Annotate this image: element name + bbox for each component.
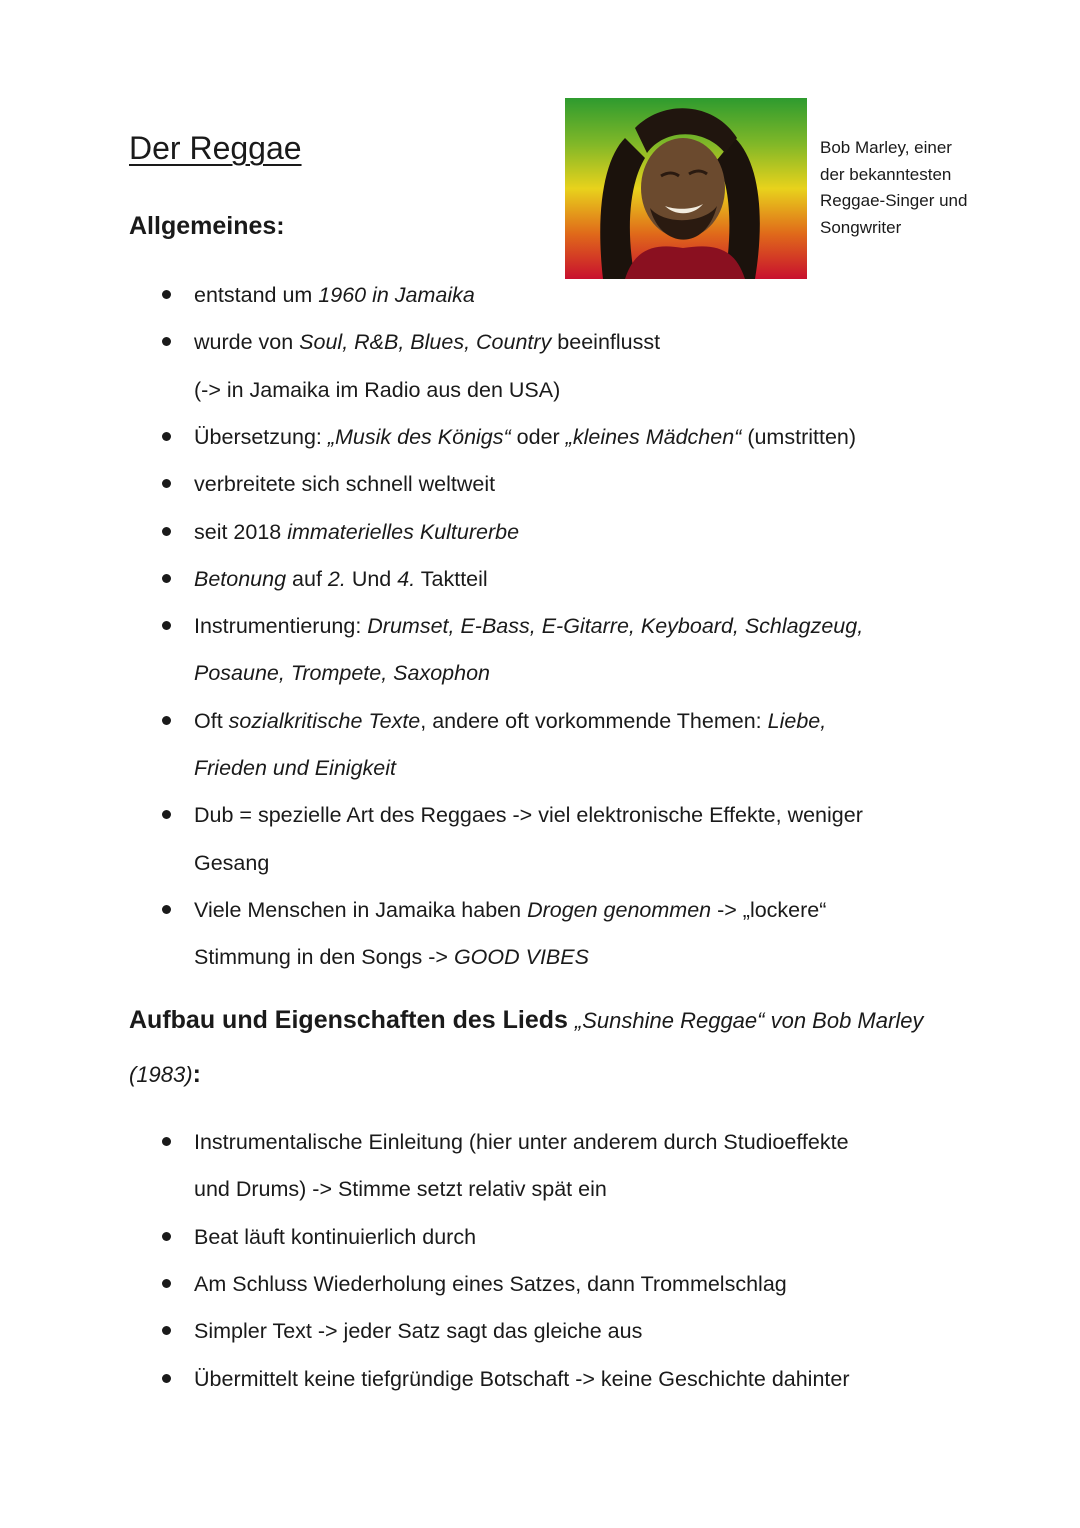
text-span: wurde von bbox=[194, 330, 300, 355]
heading-bold-text: Aufbau und Eigenschaften des Lieds bbox=[129, 1006, 568, 1034]
text-span: (umstritten) bbox=[741, 424, 857, 449]
bullet-dot bbox=[162, 1279, 171, 1288]
emphasis-text: Frieden und Einigkeit bbox=[194, 756, 396, 780]
text-span: Und bbox=[345, 566, 398, 591]
list-item-line bbox=[194, 422, 856, 452]
text-span: Dub = spezielle Art des Reggaes -> viel elektronische Effekte, weniger bbox=[194, 803, 863, 828]
photo-caption bbox=[820, 135, 1020, 241]
emphasis-text: Drogen genommen bbox=[527, 897, 712, 922]
text-span: entstand um bbox=[194, 283, 319, 307]
emphasis-text: Soul, R&B, Blues, Country bbox=[299, 330, 552, 355]
list-item-line bbox=[194, 1364, 850, 1394]
list-item-line bbox=[194, 706, 826, 736]
text-span: Stimmung in den Songs -> bbox=[194, 945, 454, 970]
emphasis-text: Posaune, Trompete, Saxophon bbox=[194, 661, 491, 686]
emphasis-text: Liebe, bbox=[767, 708, 827, 733]
list-item-line bbox=[194, 942, 589, 972]
text-span: Instrumentalische Einleitung (hier unter anderem durch Studioeffekte bbox=[194, 1130, 849, 1154]
list-item-line bbox=[194, 658, 490, 688]
text-span: Übersetzung: bbox=[194, 424, 328, 449]
bullet-dot bbox=[162, 716, 171, 725]
text-span: Taktteil bbox=[415, 566, 488, 591]
bullet-dot bbox=[162, 527, 171, 536]
text-span: Viele Menschen in Jamaika haben bbox=[194, 897, 528, 922]
text-span: Am Schluss Wiederholung eines Satzes, dann Trommelschlag bbox=[194, 1271, 787, 1296]
list-item-line bbox=[194, 469, 495, 499]
text-span: Instrumentierung: bbox=[194, 614, 368, 639]
caption-line: Reggae-Singer und bbox=[820, 191, 968, 210]
heading-colon: : bbox=[192, 1060, 201, 1088]
text-span: und Drums) -> Stimme setzt relativ spät ein bbox=[194, 1177, 607, 1202]
list-item-line bbox=[194, 1222, 476, 1252]
text-span: auf bbox=[286, 566, 328, 591]
bullet-dot bbox=[162, 621, 171, 630]
emphasis-text: GOOD VIBES bbox=[453, 945, 589, 970]
emphasis-text: Drumset, E-Bass, E-Gitarre, Keyboard, Schlagzeug, bbox=[367, 614, 864, 639]
text-span: seit 2018 bbox=[194, 519, 288, 544]
text-span: Gesang bbox=[194, 850, 270, 875]
list-item-line bbox=[194, 327, 660, 357]
list-item-line bbox=[194, 517, 519, 547]
list-item-line bbox=[194, 611, 863, 641]
bullet-dot bbox=[162, 810, 171, 819]
emphasis-text: „kleines Mädchen“ bbox=[565, 424, 742, 449]
page-title: Der Reggae bbox=[129, 130, 302, 166]
list-item-line bbox=[194, 1269, 787, 1299]
bullet-dot bbox=[162, 905, 171, 914]
text-span: Oft bbox=[194, 708, 229, 733]
list-item-line bbox=[194, 1174, 607, 1204]
bullet-dot bbox=[162, 1137, 171, 1146]
emphasis-text: Betonung bbox=[194, 566, 287, 591]
list-item-line bbox=[194, 280, 475, 310]
text-span: -> „lockere“ bbox=[711, 897, 827, 922]
caption-line: Bob Marley, einer bbox=[820, 138, 952, 157]
bob-marley-photo bbox=[565, 98, 807, 279]
text-span: oder bbox=[510, 424, 566, 449]
list-item-line bbox=[194, 1316, 642, 1346]
text-span: verbreitete sich schnell weltweit bbox=[194, 472, 496, 497]
text-span: beeinflusst bbox=[551, 330, 661, 355]
bullet-dot bbox=[162, 432, 171, 441]
section-heading-allgemeines: Allgemeines: bbox=[129, 212, 285, 240]
emphasis-text: immaterielles Kulturerbe bbox=[287, 519, 520, 544]
text-span: , andere oft vorkommende Themen: bbox=[420, 708, 768, 733]
section-heading-aufbau-line2 bbox=[129, 1060, 201, 1089]
list-item-line bbox=[194, 1127, 849, 1157]
bullet-dot bbox=[162, 1326, 171, 1335]
caption-line: Songwriter bbox=[820, 217, 902, 237]
emphasis-text: „Musik des Königs“ bbox=[327, 424, 511, 449]
text-span: Beat läuft kontinuierlich durch bbox=[194, 1224, 477, 1249]
bullet-dot bbox=[162, 337, 171, 346]
bullet-dot bbox=[162, 290, 171, 299]
list-item-line bbox=[194, 800, 863, 830]
bullet-dot bbox=[162, 479, 171, 488]
emphasis-text: 1960 in Jamaika bbox=[318, 283, 475, 307]
list-item-line bbox=[194, 375, 560, 405]
list-item-line bbox=[194, 848, 269, 878]
emphasis-text: 4. bbox=[397, 566, 416, 591]
list-item-line bbox=[194, 753, 396, 783]
song-year: (1983) bbox=[129, 1062, 193, 1087]
emphasis-text: sozialkritische Texte bbox=[228, 708, 421, 733]
text-span: Übermittelt keine tiefgründige Botschaft -> keine Geschichte dahinter bbox=[194, 1366, 850, 1391]
list-item-line bbox=[194, 564, 488, 594]
portrait-image bbox=[565, 98, 807, 279]
section-heading-aufbau bbox=[129, 1006, 923, 1035]
bullet-dot bbox=[162, 574, 171, 583]
song-title: „Sunshine Reggae“ von Bob Marley bbox=[574, 1008, 924, 1033]
list-item-line bbox=[194, 895, 826, 925]
bullet-dot bbox=[162, 1374, 171, 1383]
text-span: Simpler Text -> jeder Satz sagt das gleiche aus bbox=[194, 1319, 643, 1344]
emphasis-text: 2. bbox=[327, 566, 346, 591]
caption-line: der bekanntesten bbox=[820, 164, 952, 184]
bullet-dot bbox=[162, 1232, 171, 1241]
text-span: (-> in Jamaika im Radio aus den USA) bbox=[194, 377, 561, 402]
